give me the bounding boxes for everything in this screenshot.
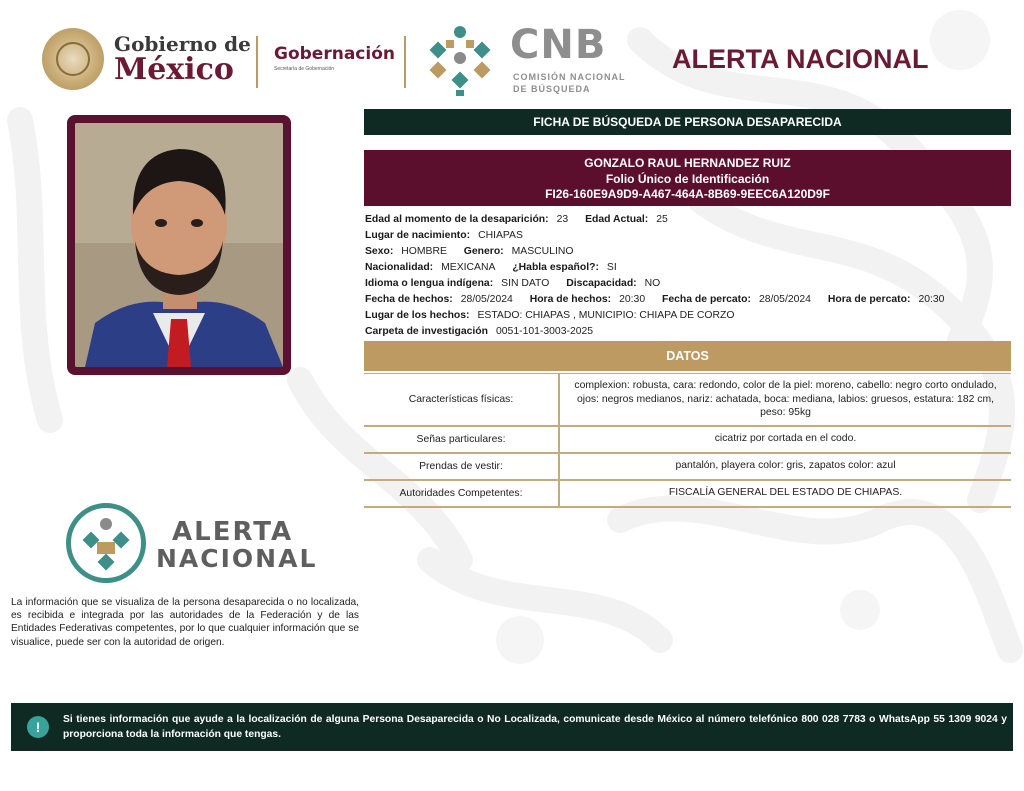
header-divider (256, 36, 258, 88)
info-row (365, 244, 1015, 260)
hora-hechos-value: 20:30 (619, 294, 646, 305)
header (0, 0, 1024, 105)
nacionalidad-value: MEXICANA (441, 262, 496, 273)
sexo-label: Sexo: (365, 246, 394, 257)
lugar-nacimiento-label: Lugar de nacimiento: (365, 230, 471, 241)
idioma-value: SIN DATO (501, 278, 550, 289)
folio-value: FI26-160E9A9D9-A467-464A-8B69-9EEC6A120D9F (545, 187, 830, 201)
carpeta-value: 0051-101-3003-2025 (496, 326, 594, 337)
edad-desaparicion-label: Edad al momento de la desaparición: (365, 214, 549, 225)
datos-label: Características físicas: (364, 374, 559, 426)
folio-label: Folio Único de Identificación (605, 171, 770, 186)
edad-desaparicion-value: 23 (556, 214, 569, 225)
hora-hechos-label: Hora de hechos: (529, 294, 612, 305)
photo-frame (67, 115, 291, 375)
datos-header: DATOS (364, 341, 1011, 371)
table-row (364, 426, 1011, 453)
genero-label: Genero: (463, 246, 504, 257)
fecha-percato-label: Fecha de percato: (662, 294, 751, 305)
datos-table (364, 373, 1011, 508)
alerta-logo-word2: NACIONAL (156, 544, 318, 573)
discapacidad-label: Discapacidad: (566, 278, 637, 289)
alerta-nacional-logo (66, 503, 318, 585)
info-row (365, 228, 1015, 244)
datos-label: Prendas de vestir: (364, 453, 559, 480)
cnb-logo (420, 18, 630, 98)
discapacidad-value: NO (644, 278, 661, 289)
lugar-hechos-label: Lugar de los hechos: (365, 310, 470, 321)
header-divider (404, 36, 406, 88)
idioma-label: Idioma o lengua indígena: (365, 278, 494, 289)
person-name: GONZALO RAUL HERNANDEZ RUIZ (584, 156, 791, 170)
carpeta-label: Carpeta de investigación (365, 326, 488, 337)
gobernacion-logo (274, 44, 395, 72)
datos-value: pantalón, playera color: gris, zapatos color: azul (559, 453, 1011, 480)
cnb-emblem-icon (420, 18, 500, 98)
habla-espanol-value: SI (606, 262, 617, 273)
person-photo-illustration (75, 123, 283, 367)
person-photo (75, 123, 283, 367)
datos-value: cicatriz por cortada en el codo. (559, 426, 1011, 453)
edad-actual-value: 25 (656, 214, 668, 225)
ficha-title-bar: FICHA DE BÚSQUEDA DE PERSONA DESAPARECIDA (364, 109, 1011, 135)
info-row (365, 292, 1015, 308)
table-row (364, 374, 1011, 426)
cnb-subtitle-2: DE BÚSQUEDA (513, 84, 591, 94)
disclaimer-text: La información que se visualiza de la persona desaparecida o no localizada, es recibida e integrada por las autoridades de la Federación y de las Entidades Federativas competentes, por lo que cualquier información que se visualice, puede ser con la autoridad de origen. (11, 597, 359, 648)
footer-contact-bar (11, 703, 1013, 751)
table-row (364, 480, 1011, 507)
lugar-hechos-value: ESTADO: CHIAPAS , MUNICIPIO: CHIAPA DE CORZO (477, 310, 735, 321)
fecha-percato-value: 28/05/2024 (758, 294, 811, 305)
lugar-nacimiento-value: CHIAPAS (478, 230, 523, 241)
edad-actual-label: Edad Actual: (585, 214, 649, 225)
genero-value: MASCULINO (511, 246, 574, 257)
datos-label: Señas particulares: (364, 426, 559, 453)
info-row (365, 260, 1015, 276)
alerta-nacional-title: ALERTA NACIONAL (672, 44, 929, 74)
person-info (365, 212, 1015, 340)
gobierno-de-mexico-logo (42, 24, 251, 92)
footer-text: Si tienes información que ayude a la localización de alguna Persona Desaparecida o No Localizada, comunicate desde México al número telefónico 800 028 7783 o WhatsApp 55 1309 9024 y proporciona toda la información que tengas. (63, 714, 1007, 740)
cnb-subtitle-1: COMISIÓN NACIONAL (513, 72, 626, 82)
datos-value: complexion: robusta, cara: redondo, color de la piel: moreno, cabello: negro corto ondulado, ojos: negros medianos, nariz: achatada, boca: mediana, labios: gruesos, estatura: 182 cm, peso: 95kg (559, 374, 1011, 426)
gobierno-line2: México (114, 52, 234, 87)
table-row (364, 453, 1011, 480)
fecha-hechos-label: Fecha de hechos: (365, 294, 453, 305)
hora-percato-value: 20:30 (918, 294, 945, 305)
info-row (365, 324, 1015, 340)
nacionalidad-label: Nacionalidad: (365, 262, 434, 273)
alerta-logo-word1: ALERTA (172, 517, 294, 547)
info-row (365, 212, 1015, 228)
alerta-nacional-emblem-icon (66, 503, 146, 583)
gobernacion-subtitle: Secretaría de Gobernación (274, 66, 335, 72)
hora-percato-label: Hora de percato: (827, 294, 911, 305)
habla-espanol-label: ¿Habla español?: (512, 262, 599, 273)
mexico-seal-icon (42, 28, 104, 90)
gobierno-line1: Gobierno de (114, 32, 251, 56)
gobernacion-title: Gobernación (274, 44, 395, 64)
sexo-value: HOMBRE (401, 246, 447, 257)
cnb-title: CNB (510, 22, 607, 68)
person-name-block (364, 150, 1011, 206)
info-row (365, 308, 1015, 324)
exclamation-icon: ! (27, 716, 49, 738)
datos-label: Autoridades Competentes: (364, 480, 559, 507)
fecha-hechos-value: 28/05/2024 (460, 294, 513, 305)
info-row (365, 276, 1015, 292)
datos-value: FISCALÍA GENERAL DEL ESTADO DE CHIAPAS. (559, 480, 1011, 507)
